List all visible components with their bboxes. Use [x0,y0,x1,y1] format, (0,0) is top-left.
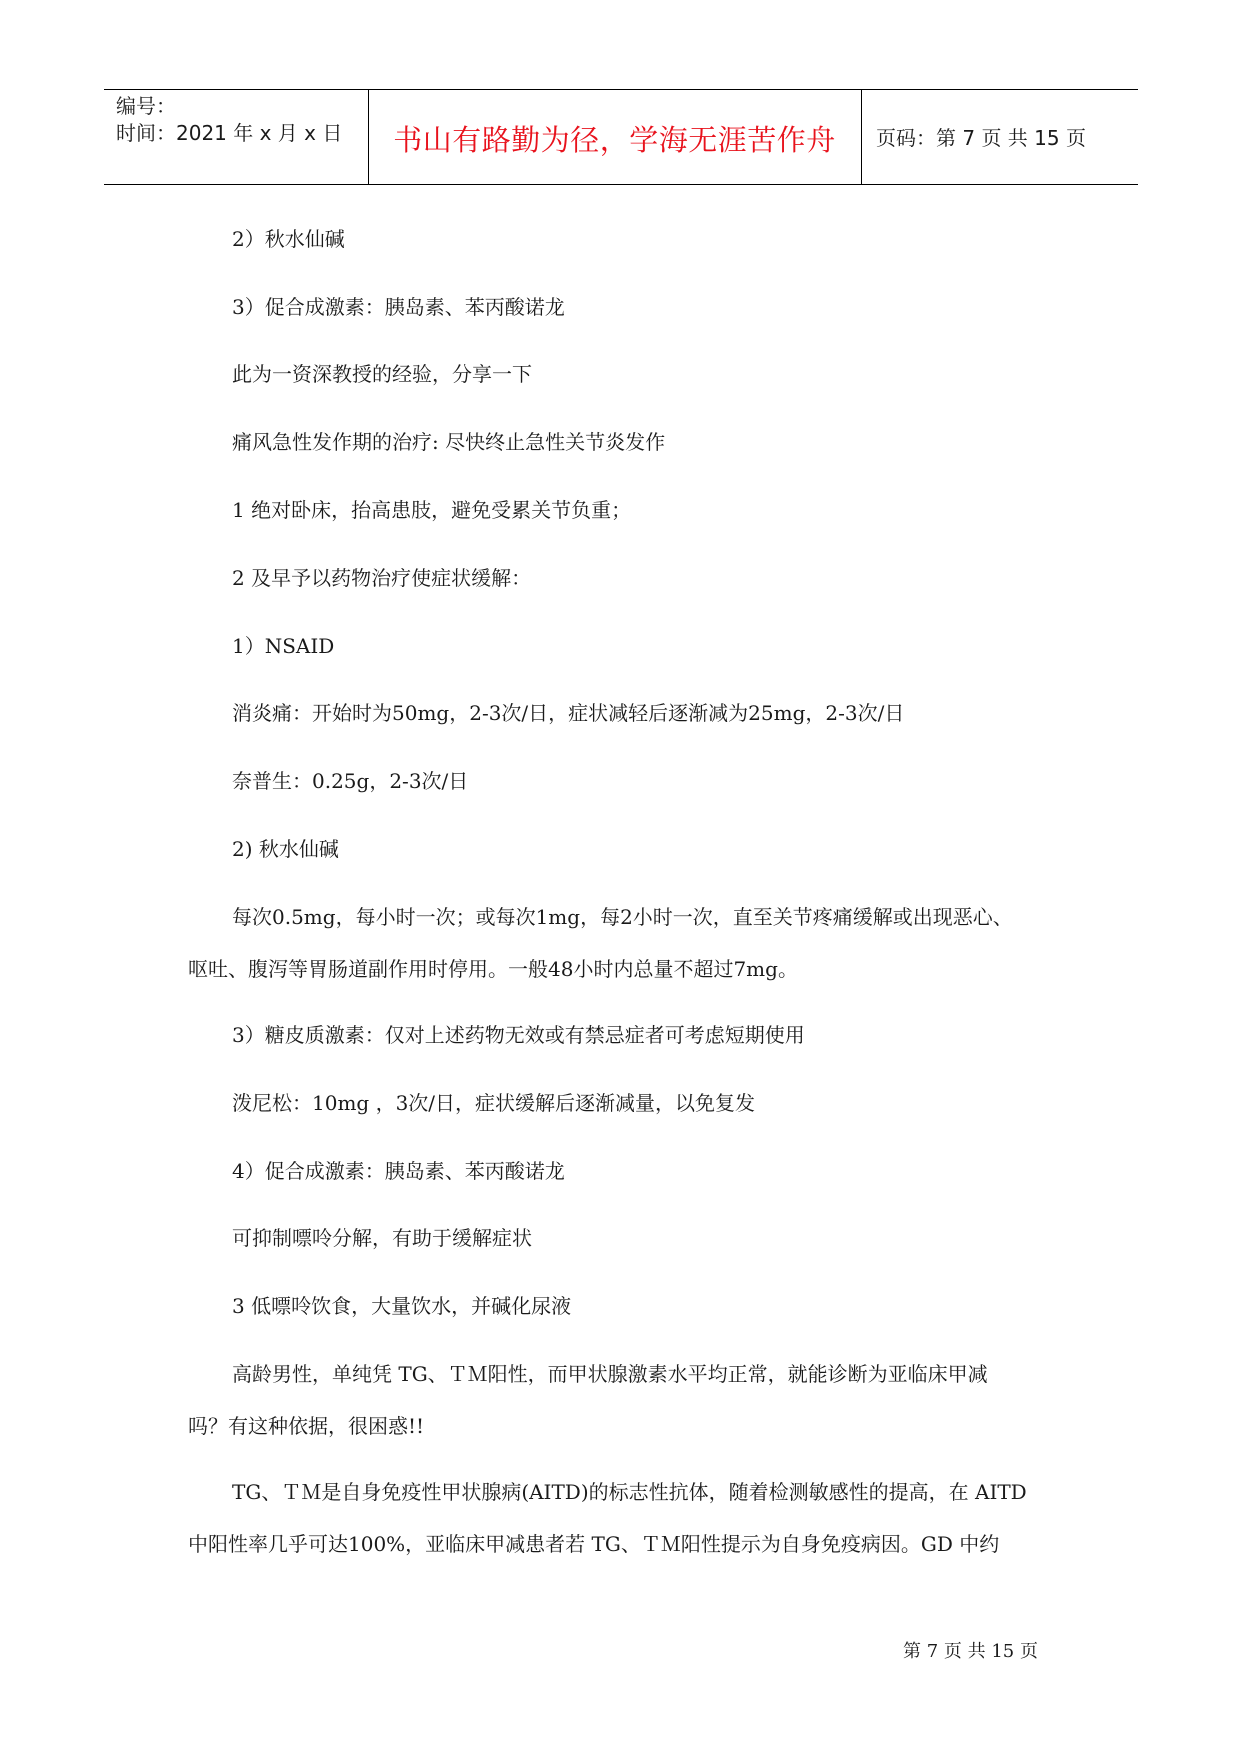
body-line: 1）NSAID [232,634,335,658]
body-line: 泼尼松：10mg ，3次/日，症状缓解后逐渐减量，以免复发 [232,1091,756,1115]
body-line: 4）促合成激素：胰岛素、苯丙酸诺龙 [232,1159,565,1183]
header-motto-cell [368,90,862,184]
body-line: 3 低嘌呤饮食，大量饮水，并碱化尿液 [232,1294,572,1318]
body-line: 此为一资深教授的经验，分享一下 [232,362,532,386]
body-line: 每次0.5mg，每小时一次；或每次1mg，每2小时一次，直至关节疼痛缓解或出现恶心、 [232,905,1013,929]
header-meta-cell [104,90,369,184]
body-line: 2）秋水仙碱 [232,227,345,251]
document-header [104,89,1138,185]
header-page-cell [862,90,1138,184]
body-line: 1 绝对卧床，抬高患肢，避免受累关节负重； [232,498,632,522]
body-line: 奈普生：0.25g，2-3次/日 [232,769,469,793]
body-line: 消炎痛：开始时为50mg，2-3次/日，症状减轻后逐渐减为25mg，2-3次/日 [232,701,905,725]
body-line: 呕吐、腹泻等胃肠道副作用时停用。一般48小时内总量不超过7mg。 [188,957,798,981]
header-motto: 书山有路勤为径，学海无涯苦作舟 [393,123,836,157]
body-line: 3）糖皮质激素：仅对上述药物无效或有禁忌症者可考虑短期使用 [232,1023,805,1047]
date-label: 时间：2021 年 x 月 x 日 [116,121,343,145]
header-page-number: 页码：第 7 页 共 15 页 [876,126,1086,150]
body-line: 3）促合成激素：胰岛素、苯丙酸诺龙 [232,295,565,319]
body-line: 痛风急性发作期的治疗: 尽快终止急性关节炎发作 [232,430,666,454]
page-footer: 第 7 页 共 15 页 [903,1641,1038,1662]
body-line: 可抑制嘌呤分解，有助于缓解症状 [232,1226,532,1250]
body-line: 中阳性率几乎可达100%，亚临床甲减患者若 TG、ＴＭ阳性提示为自身免疫病因。GD 中约 [188,1532,1000,1556]
body-line: TG、ＴＭ是自身免疫性甲状腺病(AITD)的标志性抗体，随着检测敏感性的提高，在 AITD [232,1480,1027,1504]
serial-number-label: 编号： [116,94,176,118]
body-line: 吗？有这种依据，很困惑!! [188,1414,425,1438]
body-line: 高龄男性，单纯凭 TG、ＴＭ阳性，而甲状腺激素水平均正常，就能诊断为亚临床甲减 [232,1362,988,1386]
body-line: 2 及早予以药物治疗使症状缓解： [232,566,532,590]
body-line: 2) 秋水仙碱 [232,837,339,861]
